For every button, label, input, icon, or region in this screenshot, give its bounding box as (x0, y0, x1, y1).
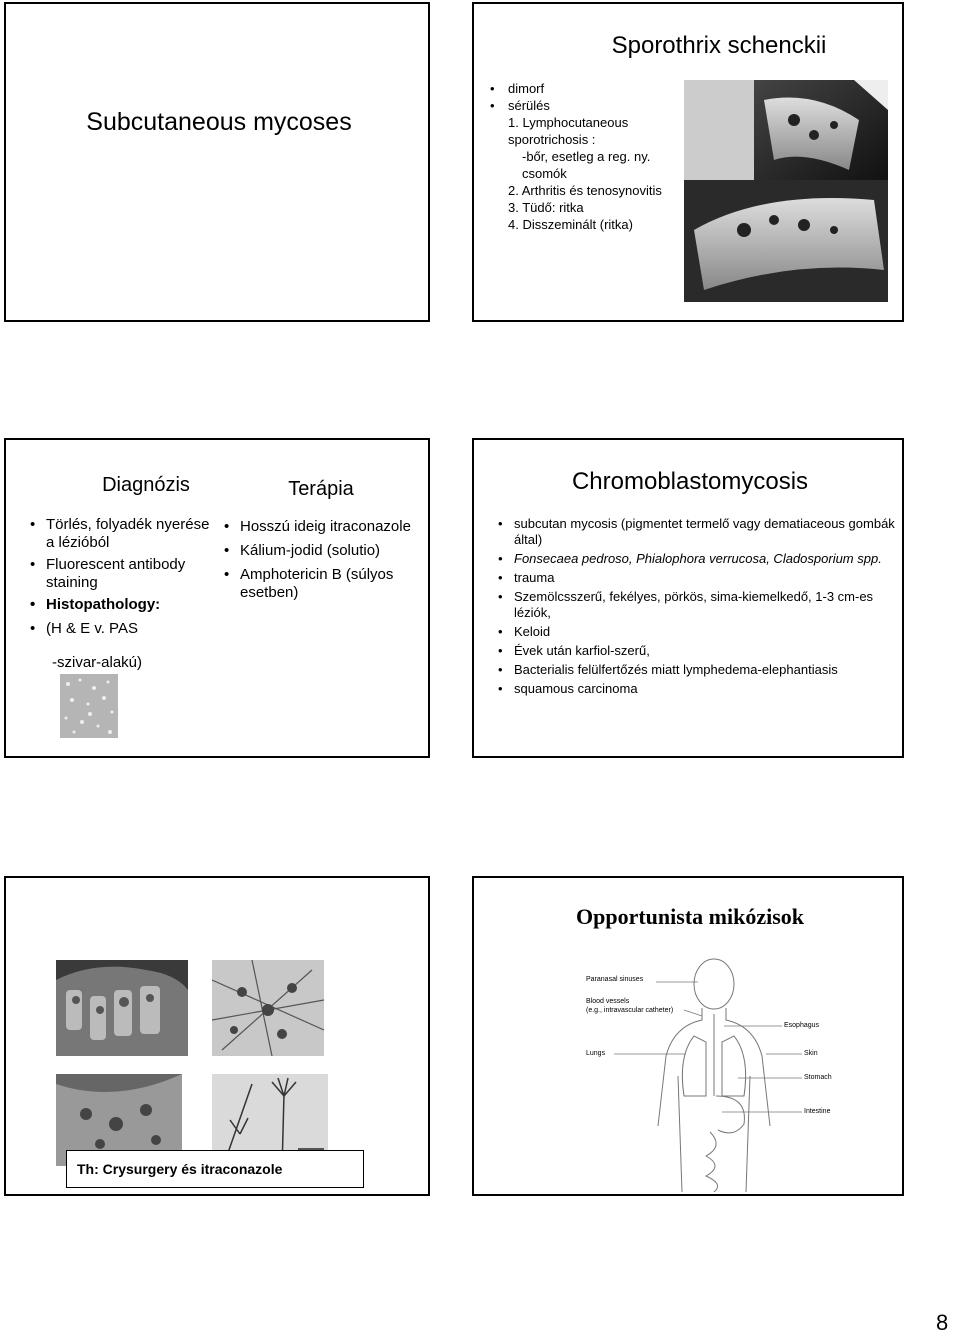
list-item: 2. Arthritis és tenosynovitis (508, 183, 662, 198)
list-item: • Kálium-jodid (solutio) (222, 542, 422, 560)
diagnosis-title: Diagnózis (102, 474, 190, 496)
microscopy-photo-icon (60, 674, 118, 738)
list-item: • Hosszú ideig itraconazole (222, 518, 422, 536)
list-item: • trauma (496, 570, 896, 586)
treatment-caption-box (66, 1150, 364, 1188)
microscopy-photo-icon (212, 960, 324, 1056)
therapy-list (222, 518, 422, 602)
label-blood-vessels-sub: (e.g., intravascular catheter) (586, 1007, 674, 1014)
slide-diagnosis-therapy (4, 438, 430, 758)
list-item: • sérülés (490, 98, 550, 113)
slide2-list (488, 80, 688, 233)
diagnosis-note: -szivar-alakú) (52, 654, 143, 671)
anatomy-diagram (574, 956, 874, 1192)
slide-sporothrix (472, 2, 904, 322)
list-item: • squamous carcinoma (496, 681, 896, 697)
diagnosis-list (28, 516, 218, 638)
slide-chromoblastomycosis (472, 438, 904, 758)
slide6-title: Opportunista mikózisok (576, 904, 804, 929)
slide-subcutaneous-mycoses (4, 2, 430, 322)
list-item: • Fluorescent antibody staining (28, 556, 218, 592)
slide-opportunista (472, 876, 904, 1196)
slide2-title: Sporothrix schenckii (611, 32, 827, 59)
label-intestine: Intestine (804, 1108, 831, 1115)
label-skin: Skin (804, 1050, 818, 1057)
lesion-photo-icon (56, 960, 188, 1056)
page-number: 8 (936, 1310, 949, 1335)
list-item: 4. Disszeminált (ritka) (508, 217, 633, 232)
list-item: • Bacterialis felülfertőzés miatt lymphedema-elephantiasis (496, 662, 896, 678)
label-stomach: Stomach (804, 1074, 832, 1081)
list-item: • subcutan mycosis (pigmentet termelő vagy dematiaceous gombák által) (496, 516, 896, 548)
list-item: • Évek után karfiol-szerű, (496, 643, 896, 659)
treatment-caption: Th: Crysurgery és itraconazole (77, 1161, 283, 1177)
slide4-title: Chromoblastomycosis (571, 468, 809, 495)
therapy-title: Terápia (288, 478, 354, 500)
list-item: • Keloid (496, 624, 896, 640)
list-item: • Histopathology: (28, 596, 218, 614)
list-item: • dimorf (490, 81, 545, 96)
label-lungs: Lungs (586, 1050, 606, 1057)
list-item: • Törlés, folyadék nyerése a lézióból (28, 516, 218, 552)
list-item: • Szemölcsszerű, fekélyes, pörkös, sima-kiemelkedő, 1-3 cm-es léziók, (496, 589, 896, 621)
slide4-list (496, 516, 896, 697)
list-item: -bőr, esetleg a reg. ny. csomók (522, 149, 651, 181)
slide-treatment-photos (4, 876, 430, 1196)
label-paranasal: Paranasal sinuses (586, 976, 644, 983)
slide1-title: Subcutaneous mycoses (86, 108, 352, 136)
lesion-photo-icon (684, 80, 888, 302)
label-blood-vessels: Blood vessels (586, 998, 630, 1005)
list-item: • Amphotericin B (súlyos esetben) (222, 566, 422, 602)
list-item: • Fonsecaea pedroso, Phialophora verrucosa, Cladosporium spp. (496, 551, 896, 567)
list-item: 3. Tüdő: ritka (508, 200, 584, 215)
list-item: • (H & E v. PAS (28, 620, 218, 638)
label-esophagus: Esophagus (784, 1022, 820, 1029)
list-item: 1. Lymphocutaneous sporotrichosis : (508, 115, 629, 147)
